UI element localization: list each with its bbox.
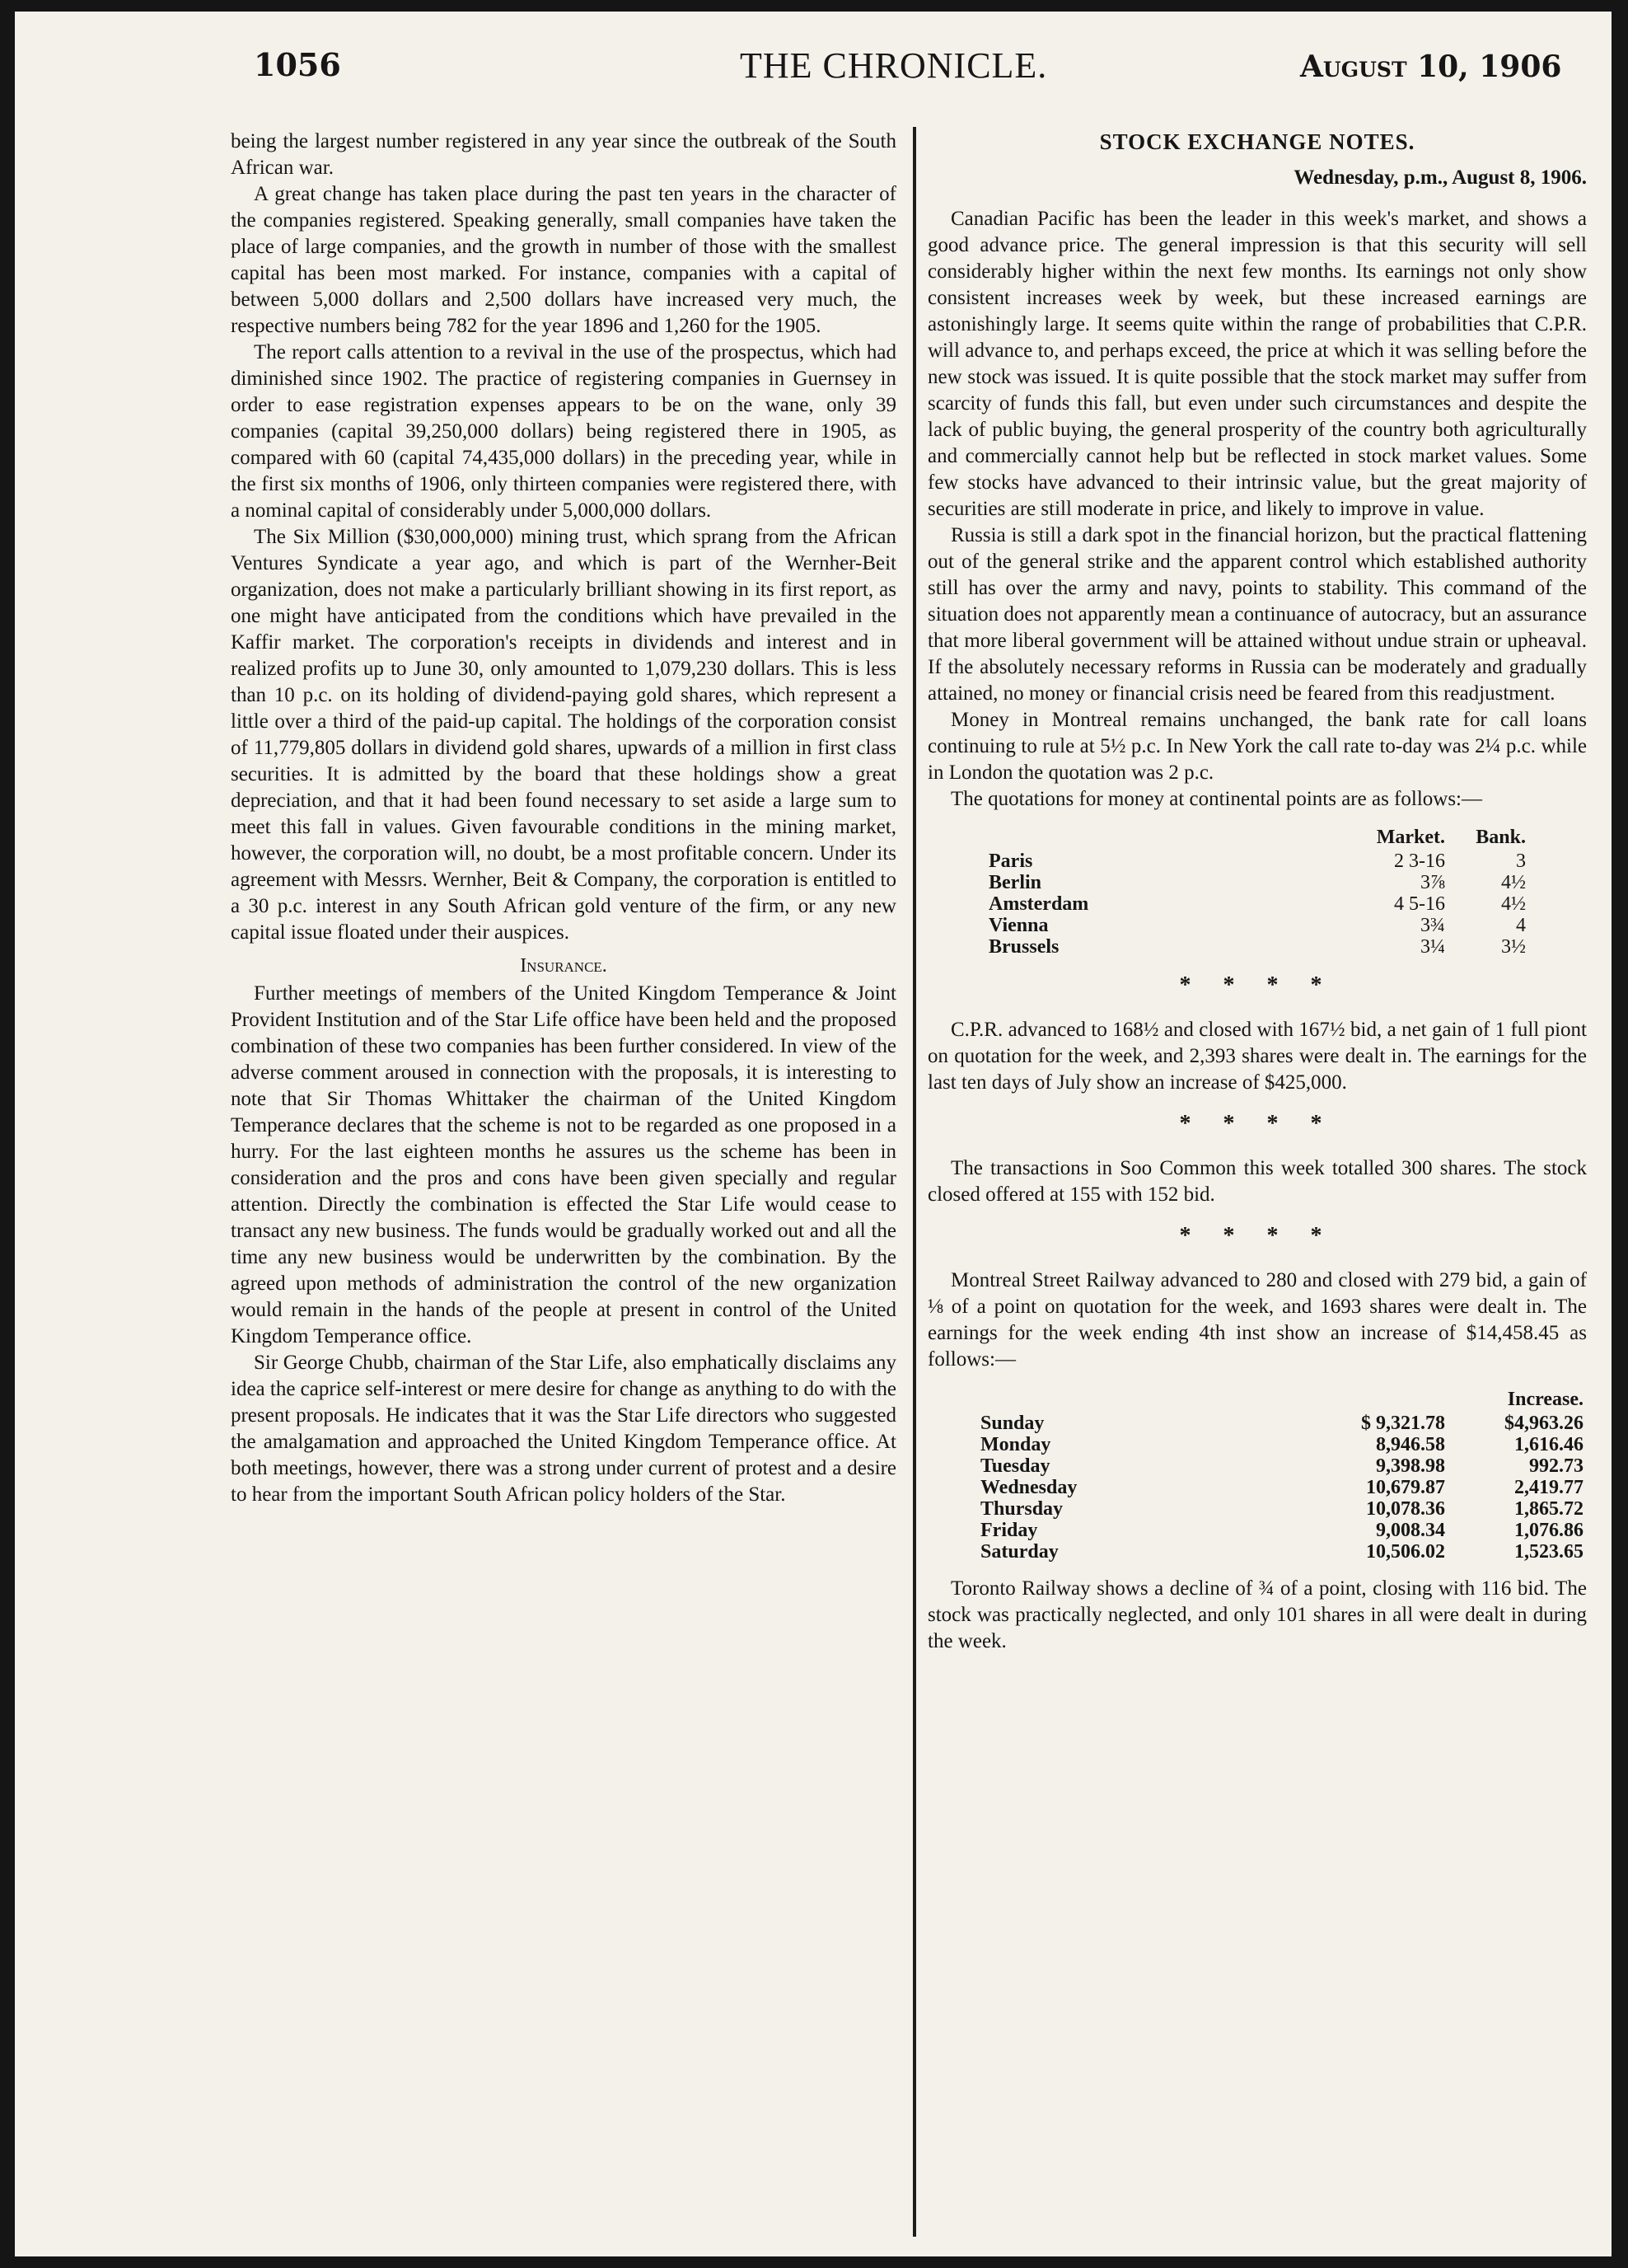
market-rate: 3¼ — [1420, 936, 1445, 958]
market-rate: 2 3-16 — [1394, 850, 1445, 872]
city-name: Vienna — [989, 915, 1049, 936]
right-paragraph-1: Canadian Pacific has been the leader in this week's market, and shows a good advance price. The general impression is that this security will sell considerably higher within the next few months. Its earnings not only show consistent increases week by week, but these increased earnings are astonishingly large. It seems quite within the range of probabilities that C.P.R. will advance to, and perhaps exceed, the price at which it was selling before the new stock was issued. It is quite possible that the stock market may suffer from scarcity of funds this fall, but even under such circumstances and despite the lack of public buying, the general prosperity of the country both agriculturally and commercially cannot help but be reflected in stock market values. Some few stocks have advanced to their intrinsic value, but the great majority of securities are still moderate in price, and likely to improve in value. — [928, 208, 1587, 520]
column-rule — [913, 127, 916, 2237]
table-row — [977, 1455, 1587, 1477]
stock-notes-heading: STOCK EXCHANGE NOTES. — [1099, 129, 1415, 154]
left-paragraph-1: being the largest number registered in any year since the outbreak of the South African war. — [231, 130, 896, 179]
section-separator: * * * * — [1179, 972, 1336, 998]
earnings-amount: 10,506.02 — [1366, 1541, 1445, 1563]
table-row — [985, 850, 1529, 872]
table-row — [985, 936, 1529, 958]
earnings-amount: 9,398.98 — [1376, 1455, 1445, 1477]
earnings-amount: 9,008.34 — [1376, 1520, 1445, 1541]
table-row — [977, 1434, 1587, 1455]
table-row — [977, 1413, 1587, 1434]
earnings-increase: 1,523.65 — [1514, 1541, 1584, 1563]
left-paragraph-2: A great change has taken place during the past ten years in the character of the companies registered. Speaking generally, small companies have taken the place of large companies, and the growth in number of those with the smallest capital has been most marked. For instance, companies with a capital of between 5,000 dollars and 2,500 dollars have increased very much, the respective numbers being 782 for the year 1896 and 1,260 for the 1905. — [231, 183, 896, 337]
table-row — [977, 1498, 1587, 1520]
city-name: Amsterdam — [989, 893, 1089, 915]
table-row — [977, 1541, 1587, 1563]
earnings-amount: $ 9,321.78 — [1361, 1413, 1445, 1434]
insurance-heading: Insurance. — [520, 955, 607, 977]
market-header: Market. — [1376, 827, 1445, 848]
bank-rate: 4 — [1516, 915, 1526, 936]
notes-dateline: Wednesday, p.m., August 8, 1906. — [1294, 166, 1587, 189]
weekday: Wednesday — [980, 1477, 1078, 1498]
weekday: Friday — [980, 1520, 1038, 1541]
weekday: Saturday — [980, 1541, 1059, 1563]
right-paragraph-5: C.P.R. advanced to 168½ and closed with 167½ bid, a net gain of 1 full piont on quotation for the week, and 2,393 shares were dealt in. The earnings for the last ten days of July show an increase of $425,000. — [928, 1019, 1587, 1094]
weekday: Monday — [980, 1434, 1051, 1455]
newspaper-page — [15, 12, 1612, 2256]
increase-header: Increase. — [1507, 1389, 1584, 1410]
left-paragraph-3: The report calls attention to a revival in the use of the prospectus, which had diminished since 1902. The practice of registering companies in Guernsey in order to ease registration expenses appears to be on the wane, only 39 companies (capital 39,250,000 dollars) being registered there in 1905, as compared with 60 (capital 74,435,000 dollars) in the preceding year, while in the first six months of 1906, only thirteen companies were registered there, with a nominal capital of considerably under 5,000,000 dollars. — [231, 341, 896, 522]
right-column — [928, 129, 1587, 1655]
earnings-increase: 1,865.72 — [1514, 1498, 1584, 1520]
earnings-amount: 10,679.87 — [1366, 1477, 1445, 1498]
city-name: Paris — [989, 850, 1033, 872]
section-separator: * * * * — [1179, 1223, 1336, 1249]
table-row — [985, 915, 1529, 936]
left-column — [231, 129, 896, 1508]
bank-header: Bank. — [1476, 827, 1526, 848]
page-header — [15, 12, 1612, 135]
weekday: Thursday — [980, 1498, 1064, 1520]
left-paragraph-6: Sir George Chubb, chairman of the Star Life, also emphatically disclaims any idea the caprice self-interest or mere desire for change as anything to do with the present proposals. He indicates that it was the Star Life directors who suggested the amalgamation and approached the United Kingdom Temperance office. At both meetings, however, there was a strong under current of protest and a desire to hear from the important South African policy holders of the Star. — [231, 1352, 897, 1506]
city-name: Brussels — [989, 936, 1060, 958]
right-paragraph-4: The quotations for money at continental points are as follows:— — [951, 788, 1482, 810]
earnings-increase: $4,963.26 — [1504, 1413, 1584, 1434]
page-number: 1056 — [254, 46, 341, 83]
earnings-increase: 992.73 — [1529, 1455, 1584, 1477]
market-rate: 3⅞ — [1420, 872, 1445, 893]
earnings-amount: 8,946.58 — [1376, 1434, 1445, 1455]
market-rate: 4 5-16 — [1394, 893, 1445, 915]
bank-rate: 3½ — [1501, 936, 1526, 958]
table-row — [985, 893, 1529, 915]
earnings-increase: 1,076.86 — [1514, 1520, 1584, 1541]
table-row — [977, 1477, 1587, 1498]
weekday: Sunday — [980, 1413, 1045, 1434]
earnings-increase: 2,419.77 — [1514, 1477, 1584, 1498]
left-paragraph-5: Further meetings of members of the United Kingdom Temperance & Joint Provident Institution and of the Star Life office have been held and the proposed combination of these two companies has been further considered. In view of the adverse comment aroused in connection with the proposals, it is interesting to note that Sir Thomas Whittaker the chairman of the United Kingdom Temperance declares that the scheme is not to be regarded as one proposed in a hurry. For the last eighteen months he assures us the scheme has been in consideration and the pros and cons have been given specially and regular attention. Directly the combination is effected the Star Life would cease to transact any new business. The funds would be gradually worked out and all the time any new business would be underwritten by the combination. By the agreed upon methods of administration the control of the new organization would remain in the hands of the people at present in control of the United Kingdom Temperance office. — [231, 982, 896, 1347]
city-name: Berlin — [989, 872, 1041, 893]
section-separator: * * * * — [1179, 1111, 1336, 1136]
money-rates-table — [985, 824, 1529, 958]
table-row — [985, 872, 1529, 893]
publication-title: THE CHRONICLE. — [740, 45, 1048, 86]
right-paragraph-3: Money in Montreal remains unchanged, the bank rate for call loans continuing to rule at 5½ p.c. In New York the call rate to-day was 2¼ p.c. while in London the quotation was 2 p.c. — [928, 709, 1587, 784]
right-paragraph-8: Toronto Railway shows a decline of ¾ of a point, closing with 116 bid. The stock was practically neglected, and only 101 shares in all were dealt in during the week. — [928, 1577, 1587, 1652]
earnings-amount: 10,078.36 — [1366, 1498, 1445, 1520]
bank-rate: 4½ — [1501, 872, 1526, 893]
table-row — [977, 1520, 1587, 1541]
earnings-increase: 1,616.46 — [1514, 1434, 1584, 1455]
right-paragraph-7: Montreal Street Railway advanced to 280 and closed with 279 bid, a gain of ⅛ of a point on quotation for the week, and 1693 shares were dealt in. The earnings for the week ending 4th inst show an increase of $14,458.45 as follows:— — [928, 1269, 1587, 1371]
left-paragraph-4: The Six Million ($30,000,000) mining trust, which sprang from the African Ventures Syndicate a year ago, and which is part of the Wernher-Beit organization, does not make a particularly brilliant showing in its first report, as one might have anticipated from the conditions which have prevailed in the Kaffir market. The corporation's receipts in dividends and interest and in realized profits up to June 30, only amounted to 1,079,230 dollars. This is less than 10 p.c. on its holding of dividend-paying gold shares, which represent a little over a third of the paid-up capital. The holdings of the corporation consist of 11,779,805 dollars in dividend gold shares, upwards of a million in first class securities. It is admitted by the board that these holdings show a great depreciation, and that it had been found necessary to set aside a large sum to meet this fall in values. Given favourable conditions in the mining market, however, the corporation will, no doubt, be a most profitable concern. Under its agreement with Messrs. Wernher, Beit & Company, the corporation is entitled to a 30 p.c. interest in any South African gold venture of the firm, or any new capital issue floated under their auspices. — [231, 526, 896, 944]
right-paragraph-6: The transactions in Soo Common this week totalled 300 shares. The stock closed offered at 155 with 152 bid. — [928, 1157, 1587, 1206]
issue-date: August 10, 1906 — [1300, 49, 1562, 84]
right-paragraph-2: Russia is still a dark spot in the financial horizon, but the practical flattening out of the general strike and the apparent control which established authority still has over the army and navy, points to stability. This command of the situation does not apparently mean a continuance of autocracy, but an assurance that more liberal government will be attained without undue strain or upheaval. If the absolutely necessary reforms in Russia can be moderately and gradually attained, no money or financial crisis need be feared from this readjustment. — [928, 524, 1587, 705]
bank-rate: 4½ — [1501, 893, 1526, 915]
market-rate: 3¾ — [1420, 915, 1445, 936]
weekday: Tuesday — [980, 1455, 1050, 1477]
bank-rate: 3 — [1516, 850, 1526, 872]
earnings-table — [977, 1386, 1587, 1563]
